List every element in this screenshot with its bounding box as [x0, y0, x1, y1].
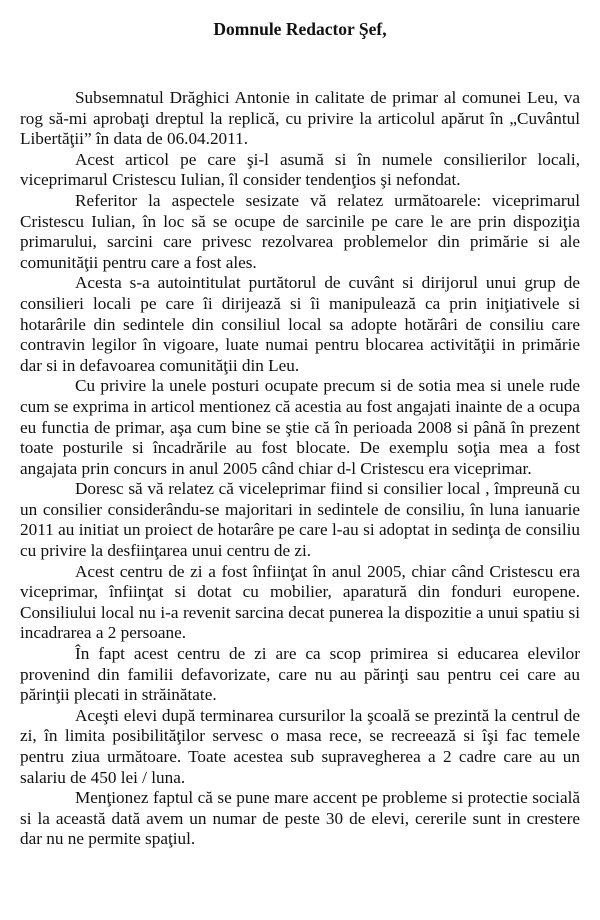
paragraph-article: Acest articol pe care şi-l asumă si în numele consilierilor locali, viceprimarul Cristescu Iulian, îl consider tendenţios şi nefondat. [20, 149, 580, 190]
paragraph-aspects: Referitor la aspectele sesizate vă relatez următoarele: viceprimarul Cristescu Iulian, în loc să se ocupe de sarcinile pe care le are prin dispoziţia primarului, sarcini care privesc rezolvarea problemelor din primărie si ale comunităţii pentru care a fost ales. [20, 190, 580, 272]
paragraph-spokesperson: Acesta s-a autointitulat purtătorul de cuvânt si dirijorul unui grup de consilieri locali pe care îi dirijează si îi manipulează ca prin iniţiativele si hotarârile din sedintele din consiliul local sa adopte hotărâri de consiliu care contravin legilor în vigoare, luate numai pentru blocarea activităţii in primărie dar si in defavoarea comunităţii din Leu. [20, 273, 580, 375]
paragraph-intro: Subsemnatul Drăghici Antonie in calitate de primar al comunei Leu, va rog să-mi aprobaţi dreptul la replică, cu privire la articolul apărut în „Cuvântul Libertăţii” în data de 06.04.2011. [20, 88, 580, 149]
paragraph-students: Aceşti elevi după terminarea cursurilor la şcoală se prezintă la centrul de zi, în limita posibilităţilor servesc o masa rece, se recreează si îşi fac temele pentru ziua următoare. Toate acestea sub supravegherea a 2 cadre care au un salariu de 450 lei / luna. [20, 705, 580, 787]
paragraph-day-center: Acest centru de zi a fost înfiinţat în anul 2005, chiar când Cristescu era viceprimar, înfiinţat si dotat cu mobilier, aparatură din fonduri europene. Consiliului local nu i-a revenit sarcina decat punerea la dispozitie a unui spatiu si incadrarea a 2 persoane. [20, 561, 580, 643]
paragraph-purpose: În fapt acest centru de zi are ca scop primirea si educarea elevilor provenind din familii defavorizate, care nu au părinţi sau pentru cei care au părinţii plecati in străinătate. [20, 644, 580, 705]
paragraph-project: Doresc să vă relatez că viceleprimar fiind si consilier local , împreună cu un consilier considerându-se majoritari in sedintele de consiliu, în luna ianuarie 2011 au initiat un proiect de hotarâre pe care l-au si adoptat in sedinţa de consiliu cu privire la desfiinţarea unui centru de zi. [20, 479, 580, 561]
paragraph-closing: Menţionez faptul că se pune mare accent pe probleme si protectie socială si la această dată avem un numar de peste 30 de elevi, cererile sunt in crestere dar nu ne permite spaţiul. [20, 788, 580, 849]
letter-title: Domnule Redactor Şef, [213, 19, 387, 39]
paragraph-positions: Cu privire la unele posturi ocupate precum si de sotia mea si unele rude cum se exprima in articol mentionez că acestia au fost angajati inainte de a ocupa eu functia de primar, aşa cum bine se ştie că în perioada 2008 si până în prezent toate posturile si încadrările au fost blocate. De exemplu soţia mea a fost angajata prin concurs in anul 2005 când chiar d-l Cristescu era viceprimar. [20, 376, 580, 478]
